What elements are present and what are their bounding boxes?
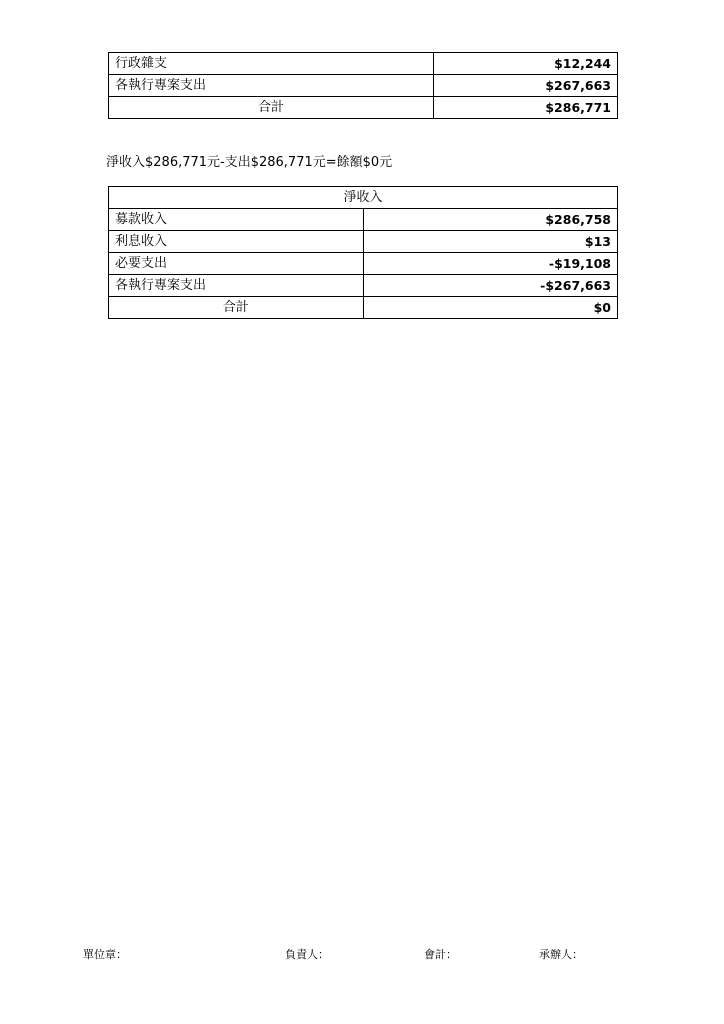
- table-row: [109, 75, 618, 97]
- row-amount: -$19,108: [363, 253, 618, 275]
- total-label: 合計: [109, 97, 434, 119]
- row-label: 行政雜支: [109, 53, 434, 75]
- total-amount: $0: [363, 297, 618, 319]
- table-header: 淨收入: [109, 187, 618, 209]
- row-label: 各執行專案支出: [109, 275, 364, 297]
- row-amount: $12,244: [434, 53, 618, 75]
- unit-seal-label: 單位章：: [83, 948, 127, 961]
- accountant-label: 會計：: [424, 948, 457, 961]
- table-row: [109, 209, 618, 231]
- net-income-table: [108, 186, 618, 319]
- row-label: 各執行專案支出: [109, 75, 434, 97]
- signature-footer: [0, 946, 724, 964]
- expense-table: [108, 52, 618, 119]
- row-label: 利息收入: [109, 231, 364, 253]
- row-label: 必要支出: [109, 253, 364, 275]
- total-row: [109, 297, 618, 319]
- row-amount: -$267,663: [363, 275, 618, 297]
- row-amount: $267,663: [434, 75, 618, 97]
- table-row: [109, 53, 618, 75]
- total-label: 合計: [109, 297, 364, 319]
- balance-summary: 淨收入$286,771元-支出$286,771元=餘額$0元: [106, 155, 393, 170]
- total-amount: $286,771: [434, 97, 618, 119]
- header-row: [109, 187, 618, 209]
- row-amount: $13: [363, 231, 618, 253]
- table-row: [109, 275, 618, 297]
- row-label: 募款收入: [109, 209, 364, 231]
- person-in-charge-label: 負責人：: [285, 948, 329, 961]
- table-row: [109, 253, 618, 275]
- row-amount: $286,758: [363, 209, 618, 231]
- table-row: [109, 231, 618, 253]
- total-row: [109, 97, 618, 119]
- handler-label: 承辦人：: [539, 948, 583, 961]
